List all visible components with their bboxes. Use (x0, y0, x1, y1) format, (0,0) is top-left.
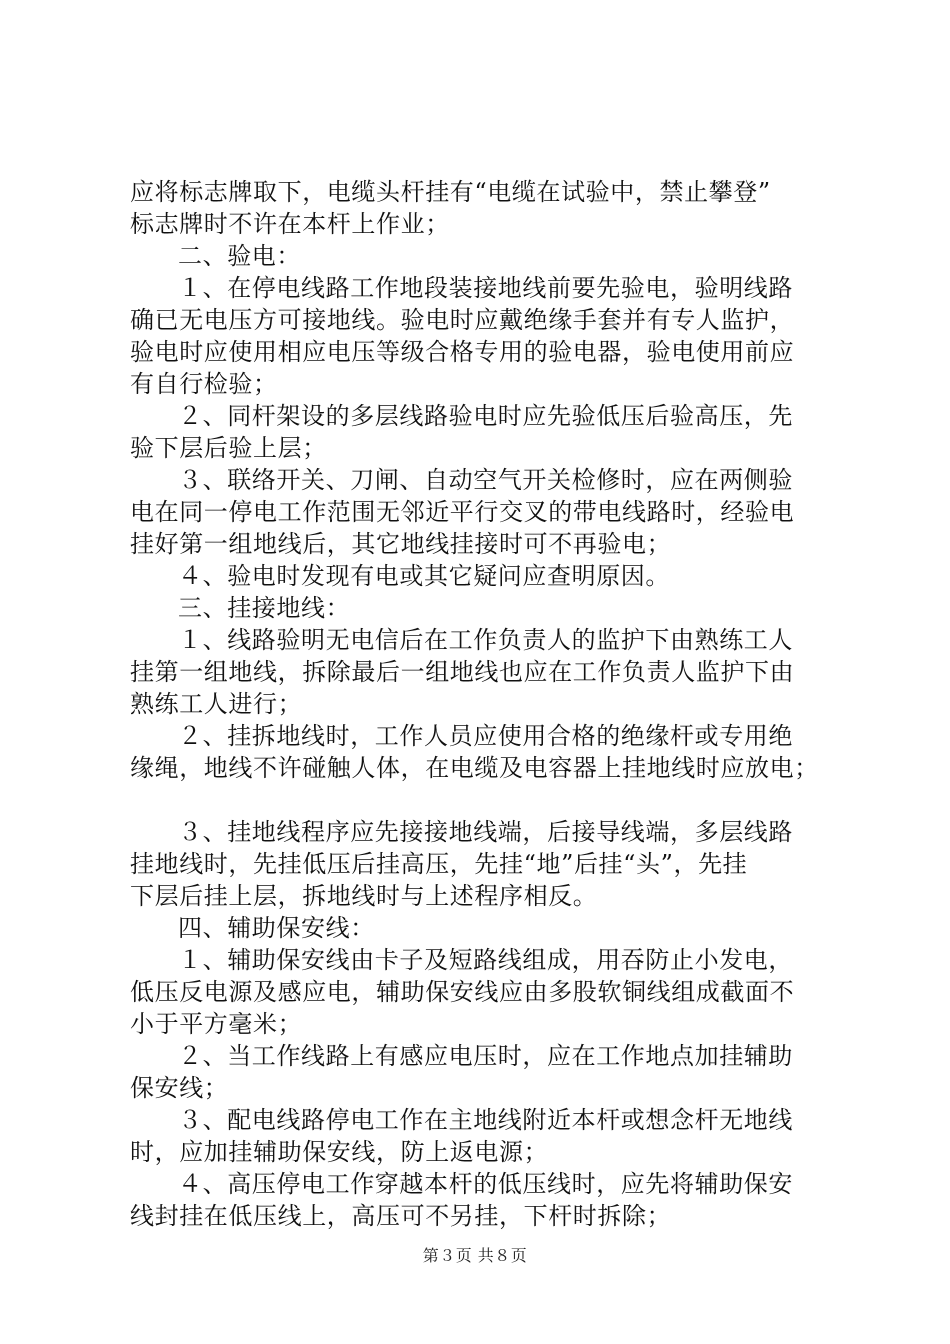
text-line: 验电时应使用相应电压等级合格专用的验电器，验电使用前应 (130, 338, 795, 366)
text-line: ３、挂地线程序应先接接地线端，后接导线端，多层线路 (178, 818, 793, 846)
section-heading: 三、挂接地线： (178, 594, 351, 622)
text-line: 时，应加挂辅助保安线，防上返电源； (130, 1138, 549, 1166)
section-heading: 二、验电： (178, 242, 301, 270)
text-line: 保安线； (130, 1074, 229, 1102)
text-line: 确已无电压方可接地线。验电时应戴绝缘手套并有专人监护， (130, 306, 795, 334)
text-line: 熟练工人进行； (130, 690, 303, 718)
text-line: １、在停电线路工作地段装接地线前要先验电，验明线路 (178, 274, 793, 302)
text-line: ４、验电时发现有电或其它疑问应查明原因。 (178, 562, 670, 590)
text-line: ２、同杆架设的多层线路验电时应先验低压后验高压，先 (178, 402, 793, 430)
text-line: ３、配电线路停电工作在主地线附近本杆或想念杆无地线 (178, 1106, 793, 1134)
text-line: 标志牌时不许在本杆上作业； (130, 210, 450, 238)
text-line: 验下层后验上层； (130, 434, 327, 462)
text-line: ２、挂拆地线时，工作人员应使用合格的绝缘杆或专用绝 (178, 722, 793, 750)
text-line: 应将标志牌取下，电缆头杆挂有“电缆在试验中，禁止攀登” (130, 178, 771, 206)
text-line: 线封挂在低压线上，高压可不另挂，下杆时拆除； (130, 1202, 672, 1230)
document-body (130, 176, 842, 1232)
page-number-footer: 第３页 共８页 (422, 1246, 528, 1265)
text-line: 电在同一停电工作范围无邻近平行交叉的带电线路时，经验电 (130, 498, 795, 526)
text-line: 小于平方毫米； (130, 1010, 303, 1038)
text-line: 下层后挂上层，拆地线时与上述程序相反。 (130, 882, 598, 910)
text-line: 低压反电源及感应电，辅助保安线应由多股软铜线组成截面不 (130, 978, 795, 1006)
text-line: １、线路验明无电信后在工作负责人的监护下由熟练工人 (178, 626, 793, 654)
text-line: ２、当工作线路上有感应电压时，应在工作地点加挂辅助 (178, 1042, 793, 1070)
section-heading: 四、辅助保安线： (178, 914, 375, 942)
text-line: １、辅助保安线由卡子及短路线组成，用吞防止小发电， (178, 946, 793, 974)
text-line: 挂好第一组地线后，其它地线挂接时可不再验电； (130, 530, 672, 558)
text-line: 挂第一组地线，拆除最后一组地线也应在工作负责人监护下由 (130, 658, 795, 686)
text-line: 挂地线时，先挂低压后挂高压，先挂“地”后挂“头”，先挂 (130, 850, 748, 878)
text-line: 有自行检验； (130, 370, 278, 398)
text-line: ３、联络开关、刀闸、自动空气开关检修时，应在两侧验 (178, 466, 793, 494)
text-line: 缘绳，地线不许碰触人体，在电缆及电容器上挂地线时应放电； (130, 754, 819, 782)
text-line: ４、高压停电工作穿越本杆的低压线时，应先将辅助保安 (178, 1170, 793, 1198)
blank-line (130, 784, 842, 816)
